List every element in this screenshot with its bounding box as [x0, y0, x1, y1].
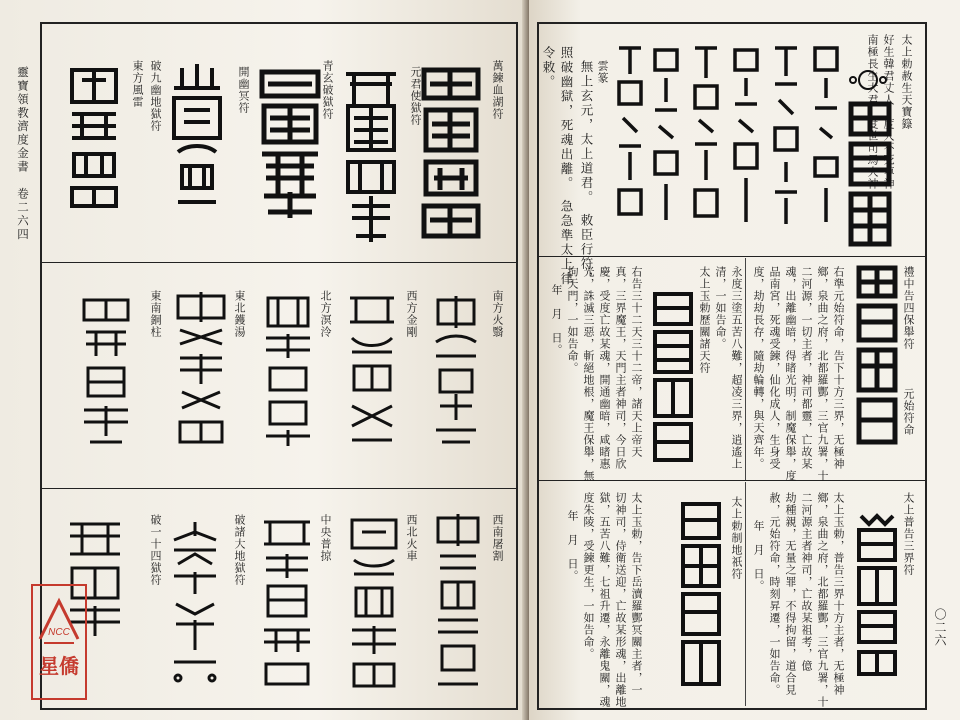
talisman-2-5: [76, 292, 136, 452]
bot-mid-title: 太上勅制地祇符: [730, 496, 743, 580]
talisman-top-emblem: [847, 60, 889, 100]
row3-label-4: 破諸大地獄符: [233, 514, 246, 586]
running-head: 靈寶領教濟度金書 卷二六四: [16, 66, 30, 242]
right-row-divider-2: [537, 480, 925, 481]
talisman-1-5: [64, 62, 124, 212]
bot-text-line: 年 月 日。: [752, 520, 765, 592]
mid-right-title: 禮中告四保舉符: [902, 266, 915, 350]
bot-text-line: 劫種親，无量之罪，不得拘留，道合見: [784, 492, 797, 696]
top-left-col3: 令敕。: [541, 46, 556, 90]
right-col-divider-1: [745, 258, 746, 480]
row3-label-2: 西北火車: [405, 514, 418, 562]
mid-text-line: 二河源，一切主者，神司都靈，亡故某: [800, 266, 813, 470]
mid-left-line: 光，誅滅三惡，斬絕地根，魔王保舉，無: [582, 266, 595, 482]
mid-text-line: 右準元始符命，告下十方三界，无極神: [832, 266, 845, 470]
row1-label-2: 元君使獄符: [409, 66, 422, 126]
mid-right-title-b: 元始符命: [902, 388, 915, 436]
mid-left-line: 年 月 日。: [550, 284, 563, 356]
talisman-3-3: [256, 514, 318, 694]
talisman-2-3: [258, 290, 318, 454]
talisman-3-2: [344, 512, 404, 698]
row-divider-2: [40, 488, 516, 489]
talisman-1-4: [168, 62, 226, 212]
row3-label-1: 西南屠割: [491, 514, 504, 562]
mid-left-line: 拘天門，一如告命。: [566, 266, 579, 374]
talisman-mid-left: [651, 290, 695, 466]
row1-label-5: 破九幽地獄符: [149, 60, 162, 132]
row2-label-1: 南方火翳: [491, 290, 504, 338]
mid-left-line: 真，三界魔王，天門主者神司，今日欣: [614, 266, 627, 470]
row1-label-3: 青玄破獄符: [321, 60, 334, 120]
talisman-1-3: [258, 66, 322, 222]
row2-label-5: 東南銅柱: [149, 290, 162, 338]
bot-left-line: 度朱陵，受鍊更生，一如告命。: [582, 492, 595, 660]
row2-label-4: 東北鑊湯: [233, 290, 246, 338]
row2-label-2: 西方金剛: [405, 290, 418, 338]
right-row-divider-1: [537, 256, 925, 257]
mid-text-line: 永度三塗五苦八難，超凌三界，逍遙上: [730, 266, 743, 470]
bot-left-line: 太上玉勅，告下岳瀆羅酆冥關主者，一: [630, 492, 643, 696]
mid-left-title: 太上玉勅歷關諸天符: [698, 266, 711, 374]
mid-text-line: 品南宮，死魂受鍊，仙化成人，生身受: [768, 266, 781, 470]
talisman-2-1: [428, 290, 484, 454]
row1-label-1: 萬鍊血湖符: [491, 60, 504, 120]
bot-text-line: 太上玉勅，普告三界十方主者，无極神: [832, 492, 845, 696]
bot-text-line: 鄉，泉曲之府，北都羅酆，三官九署，十: [816, 492, 829, 708]
row2-label-3: 北方溟泠: [319, 290, 332, 338]
bot-right-title: 太上普告三界符: [902, 492, 915, 576]
top-text-1: 好生韓君丈人 度人不死尊神: [882, 34, 895, 190]
row1-label-4: 開幽冥符: [237, 66, 250, 114]
mid-text-line: 清，一如告命。: [714, 266, 727, 350]
right-col-divider-2: [745, 482, 746, 706]
right-page: [529, 0, 960, 720]
top-label-mid: 雲篆: [596, 60, 609, 84]
talisman-bot-mid: [679, 500, 723, 690]
talisman-top-row: [615, 38, 845, 238]
bot-left-line: 獄，五苦八難，七祖升遷，永離鬼關，魂: [598, 492, 611, 708]
mid-text-line: 魂，出離幽暗，得睹光明，制魔保舉，度: [784, 266, 797, 482]
watermark-text-top: NCC: [48, 627, 70, 638]
talisman-mid-right: [855, 262, 899, 452]
talisman-top-large: [847, 100, 893, 250]
talisman-2-2: [342, 290, 402, 454]
talisman-3-4: [164, 516, 226, 694]
talisman-1-2: [340, 66, 402, 246]
top-text-2: 南極長生大君 度世司馬大神: [866, 34, 879, 190]
talisman-bot-right: [855, 510, 899, 680]
row3-label-3: 中央普掠: [319, 514, 332, 562]
page-number: 〇二六: [933, 608, 947, 647]
bot-left-line: 切神司，侍衛送迎，亡故某形魂，出離地: [614, 492, 627, 708]
mid-left-line: 右告三十二天三十二帝，諸天上帝天: [630, 266, 643, 458]
talisman-2-4: [170, 288, 232, 454]
mid-text-line: 度，劫劫長存，隨劫輪轉，與天齊年。: [752, 266, 765, 470]
bot-text-line: 二河源主者神司，亡故某祖考，億: [800, 492, 813, 672]
watermark-stamp: [30, 583, 88, 701]
talisman-1-1: [420, 64, 482, 244]
watermark-text-bottom: 星僑: [39, 654, 79, 678]
row3-label-5: 破一十四獄符: [149, 514, 162, 586]
mid-left-line: 慶，受度亡故某魂，開通幽暗，咸睹惠: [598, 266, 611, 470]
top-left-col1: 無上玄元，太上道君。 敕臣行符，: [579, 60, 594, 286]
top-right-title: 太上勅赦生天寶籙: [900, 34, 913, 130]
row-divider-1: [40, 262, 516, 263]
row1-label-6: 東方風雷: [131, 60, 144, 108]
mid-text-line: 鄉，泉曲之府，北都羅酆，三官九署，十: [816, 266, 829, 482]
talisman-3-1: [430, 510, 486, 700]
bot-text-line: 赦，元始符命，時刻昇遷，一如告命。: [768, 492, 781, 696]
top-left-col2: 照破幽獄，死魂出離。 急急準太上律: [559, 46, 574, 287]
bot-left-line: 年 月 日。: [566, 510, 579, 582]
